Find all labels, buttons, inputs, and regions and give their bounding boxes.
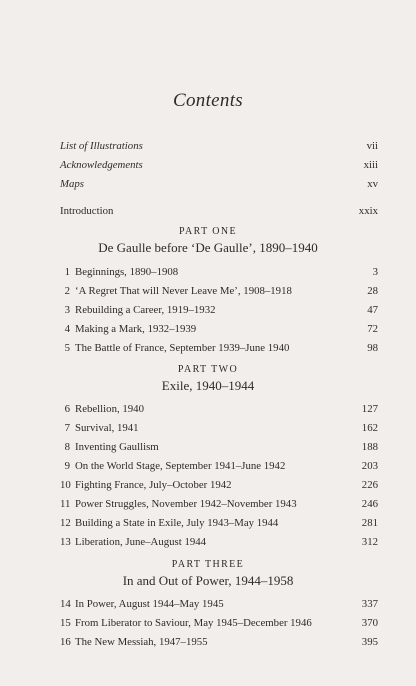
chapter-number: 10 (60, 479, 71, 491)
page-title: Contents (173, 90, 243, 111)
toc-page-number: 28 (367, 285, 378, 297)
toc-row-chapter (60, 340, 378, 356)
chapter-title: Making a Mark, 1932–1939 (75, 323, 197, 335)
chapter-title: Liberation, June–August 1944 (75, 536, 207, 548)
part-heading: PART TWO (177, 364, 239, 375)
part-heading: PART THREE (171, 559, 245, 570)
toc-page-number: 312 (361, 536, 378, 548)
chapter-number: 15 (60, 617, 71, 629)
toc-page-number: 98 (367, 342, 378, 354)
toc-row-chapter (60, 264, 378, 280)
toc-row-chapter (60, 458, 378, 474)
chapter-title: Beginnings, 1890–1908 (75, 266, 179, 278)
toc-row-chapter (60, 302, 378, 318)
chapter-title: The New Messiah, 1947–1955 (75, 636, 208, 648)
toc-row-introduction (60, 203, 378, 219)
toc-page-number: 188 (361, 441, 378, 453)
toc-page-number: 395 (361, 636, 378, 648)
chapter-number: 11 (60, 498, 71, 510)
part-heading: PART ONE (178, 226, 238, 237)
chapter-number: 7 (64, 422, 70, 434)
chapter-title: Rebellion, 1940 (75, 403, 144, 415)
toc-row-chapter (60, 321, 378, 337)
part-title: De Gaulle before ‘De Gaulle’, 1890–1940 (98, 240, 318, 255)
chapter-title: The Battle of France, September 1939–June 1940 (75, 342, 290, 354)
chapter-number: 14 (60, 598, 71, 610)
toc-label: Introduction (60, 205, 114, 217)
chapter-number: 8 (64, 441, 70, 453)
toc-row-chapter (60, 534, 378, 550)
toc-row-chapter (60, 496, 378, 512)
chapter-title: ‘A Regret That will Never Leave Me’, 1908–1918 (75, 285, 292, 297)
toc-page-number: xxix (358, 205, 378, 217)
chapter-number: 1 (64, 266, 70, 278)
chapter-title: Inventing Gaullism (75, 441, 159, 453)
toc-row-front-matter (60, 157, 378, 173)
toc-row-front-matter (60, 138, 378, 154)
chapter-title: Building a State in Exile, July 1943–May 1944 (75, 517, 279, 529)
toc-row-chapter (60, 283, 378, 299)
toc-page-number: 337 (361, 598, 378, 610)
chapter-number: 13 (60, 536, 71, 548)
chapter-number: 16 (60, 636, 71, 648)
part-title: In and Out of Power, 1944–1958 (122, 573, 294, 588)
toc-row-chapter (60, 420, 378, 436)
chapter-number: 5 (64, 342, 70, 354)
chapter-number: 2 (64, 285, 70, 297)
toc-row-chapter (60, 615, 378, 631)
toc-page-number: xiii (363, 159, 378, 171)
toc-page-number: vii (366, 140, 378, 152)
toc-row-front-matter (60, 176, 378, 192)
toc-page-number: 370 (361, 617, 378, 629)
toc-label: Maps (60, 178, 84, 190)
toc-row-chapter (60, 634, 378, 650)
chapter-title: Rebuilding a Career, 1919–1932 (75, 304, 216, 316)
toc-page-number: 281 (361, 517, 378, 529)
toc-page-number: 203 (361, 460, 378, 472)
toc-row-chapter (60, 477, 378, 493)
toc-page-number: 127 (361, 403, 378, 415)
toc-label: Acknowledgements (60, 159, 143, 171)
chapter-number: 4 (64, 323, 70, 335)
chapter-number: 3 (64, 304, 70, 316)
toc-page-number: 162 (361, 422, 378, 434)
toc-page-number: xv (367, 178, 378, 190)
toc-label: List of Illustrations (60, 140, 143, 152)
chapter-title: Power Struggles, November 1942–November 1943 (75, 498, 297, 510)
toc-page-number: 72 (367, 323, 378, 335)
toc-page-number: 47 (367, 304, 378, 316)
chapter-number: 6 (64, 403, 70, 415)
toc-page-number: 246 (361, 498, 378, 510)
chapter-title: On the World Stage, September 1941–June 1942 (75, 460, 286, 472)
toc-page-number: 226 (361, 479, 378, 491)
chapter-title: From Liberator to Saviour, May 1945–December 1946 (75, 617, 312, 629)
chapter-title: In Power, August 1944–May 1945 (75, 598, 224, 610)
toc-page-number: 3 (372, 266, 378, 278)
toc-row-chapter (60, 401, 378, 417)
toc-row-chapter (60, 515, 378, 531)
part-title: Exile, 1940–1944 (161, 378, 255, 393)
chapter-title: Fighting France, July–October 1942 (75, 479, 232, 491)
toc-row-chapter (60, 596, 378, 612)
toc-row-chapter (60, 439, 378, 455)
chapter-number: 12 (60, 517, 71, 529)
chapter-title: Survival, 1941 (75, 422, 139, 434)
chapter-number: 9 (64, 460, 70, 472)
